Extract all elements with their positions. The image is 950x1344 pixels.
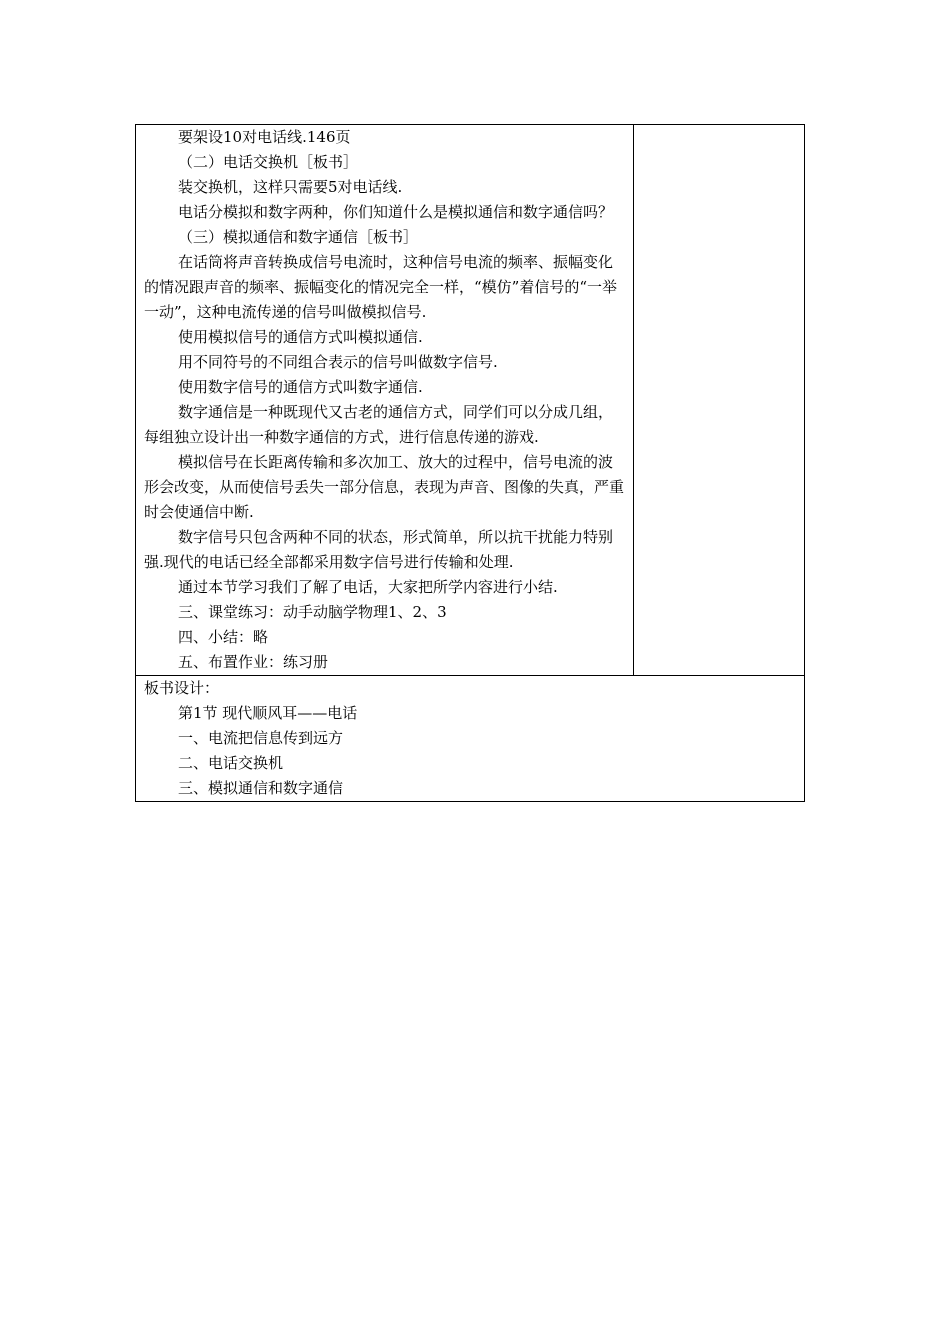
board-design-line: 二、电话交换机 [178, 754, 284, 772]
board-design-row [136, 676, 805, 802]
lesson-paragraph: 用不同符号的不同组合表示的信号叫做数字信号. [178, 353, 498, 371]
lesson-paragraph: （三）模拟通信和数字通信［板书］ [178, 228, 419, 246]
lesson-paragraph: 装交换机，这样只需要5对电话线. [178, 178, 403, 196]
board-design [136, 676, 804, 801]
lesson-paragraph: 五、布置作业：练习册 [178, 653, 329, 671]
board-design-heading: 板书设计： [144, 679, 220, 697]
board-design-line: 一、电流把信息传到远方 [178, 729, 344, 747]
board-design-line: 第1节 现代顺风耳——电话 [178, 704, 358, 722]
lesson-paragraph: （二）电话交换机［板书］ [178, 153, 359, 171]
board-design-cell [136, 676, 805, 802]
lesson-paragraph: 数字通信是一种既现代又古老的通信方式，同学们可以分成几组，每组独立设计出一种数字通信的方式，进行信息传递的游戏. [144, 403, 614, 446]
lesson-paragraph: 使用数字信号的通信方式叫数字通信. [178, 378, 423, 396]
lesson-paragraph: 要架设10对电话线.146页 [178, 128, 351, 146]
lesson-table [135, 124, 805, 802]
lesson-paragraph: 使用模拟信号的通信方式叫模拟通信. [178, 328, 423, 346]
lesson-paragraph: 通过本节学习我们了解了电话，大家把所学内容进行小结. [178, 578, 558, 596]
lesson-paragraph: 三、课堂练习：动手动脑学物理1、2、3 [178, 603, 447, 621]
lesson-paragraph: 数字信号只包含两种不同的状态，形式简单，所以抗干扰能力特别强.现代的电话已经全部都采用数字信号进行传输和处理. [144, 528, 614, 571]
lesson-paragraph: 模拟信号在长距离传输和多次加工、放大的过程中，信号电流的波形会改变，从而使信号丢失一部分信息，表现为声音、图像的失真，严重时会使通信中断. [144, 453, 625, 521]
notes-cell [634, 125, 805, 676]
lesson-paragraph: 四、小结：略 [178, 628, 269, 646]
lesson-content [136, 125, 633, 675]
lesson-paragraph: 在话筒将声音转换成信号电流时，这种信号电流的频率、振幅变化的情况跟声音的频率、振幅变化的情况完全一样，“模仿”着信号的“一举一动”，这种电流传递的信号叫做模拟信号. [144, 253, 618, 321]
lesson-row [136, 125, 805, 676]
lesson-paragraph: 电话分模拟和数字两种，你们知道什么是模拟通信和数字通信吗？ [178, 203, 614, 221]
lesson-content-cell [136, 125, 634, 676]
board-design-line: 三、模拟通信和数字通信 [178, 779, 344, 797]
